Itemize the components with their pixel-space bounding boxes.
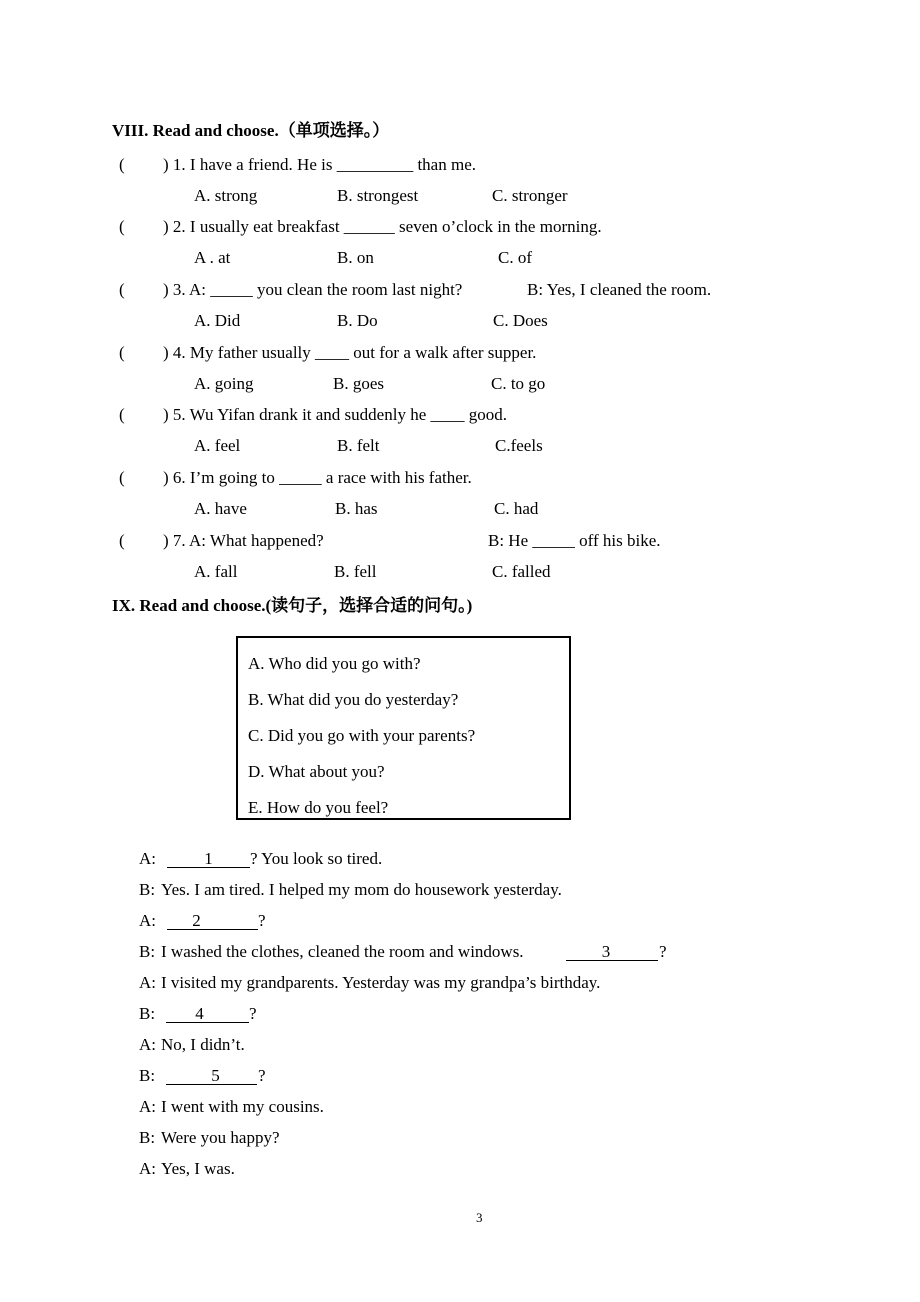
dialogue-1-blank: 1: [167, 850, 250, 868]
q1-stem: ) 1. I have a friend. He is _________ than me.: [163, 155, 476, 174]
dialogue-6-blank: 4: [166, 1005, 249, 1023]
q1-option-c: C. stronger: [492, 186, 568, 205]
dialogue-9-text: I went with my cousins.: [161, 1097, 324, 1116]
q7-option-b: B. fell: [334, 562, 377, 581]
dialogue-2-speaker: B:: [139, 880, 156, 899]
q5-option-b: B. felt: [337, 436, 380, 455]
dialogue-1-speaker: A:: [139, 849, 156, 868]
q6-paren: (: [119, 468, 125, 487]
q5-option-a: A. feel: [194, 436, 241, 455]
dialogue-4-pre: I washed the clothes, cleaned the room and windows.: [161, 942, 524, 961]
q7-stem-b: B: He _____ off his bike.: [488, 531, 661, 550]
dialogue-4-post: ?: [659, 942, 667, 961]
q6-stem: ) 6. I’m going to _____ a race with his father.: [163, 468, 472, 487]
q3-option-b: B. Do: [337, 311, 378, 330]
q6-option-b: B. has: [335, 499, 378, 518]
q4-stem: ) 4. My father usually ____ out for a walk after supper.: [163, 343, 537, 362]
dialogue-11-text: Yes, I was.: [161, 1159, 235, 1178]
dialogue-8-speaker: B:: [139, 1066, 156, 1085]
dialogue-5-speaker: A:: [139, 973, 156, 992]
dialogue-6-speaker: B:: [139, 1004, 156, 1023]
q3-stem: ) 3. A: _____ you clean the room last night?: [163, 280, 463, 299]
q2-paren: (: [119, 217, 125, 236]
dialogue-1-post: ? You look so tired.: [250, 849, 383, 868]
page-number: 3: [476, 1210, 483, 1225]
box-option-e: E. How do you feel?: [248, 798, 389, 817]
q2-option-c: C. of: [498, 248, 532, 267]
q7-paren: (: [119, 531, 125, 550]
dialogue-3-speaker: A:: [139, 911, 156, 930]
dialogue-11-speaker: A:: [139, 1159, 156, 1178]
q5-paren: (: [119, 405, 125, 424]
q7-stem: ) 7. A: What happened?: [163, 531, 324, 550]
box-option-b: B. What did you do yesterday?: [248, 690, 459, 709]
q7-option-c: C. falled: [492, 562, 551, 581]
q3-paren: (: [119, 280, 125, 299]
q1-option-b: B. strongest: [337, 186, 419, 205]
q2-option-b: B. on: [337, 248, 374, 267]
q4-paren: (: [119, 343, 125, 362]
dialogue-10-text: Were you happy?: [161, 1128, 280, 1147]
box-option-a: A. Who did you go with?: [248, 654, 421, 673]
q3-stem-b: B: Yes, I cleaned the room.: [527, 280, 712, 299]
q1-paren: (: [119, 155, 125, 174]
q5-stem: ) 5. Wu Yifan drank it and suddenly he ____ good.: [163, 405, 507, 424]
q4-option-c: C. to go: [491, 374, 546, 393]
dialogue-10-speaker: B:: [139, 1128, 156, 1147]
q3-option-a: A. Did: [194, 311, 241, 330]
q3-option-c: C. Does: [493, 311, 548, 330]
dialogue-7-speaker: A:: [139, 1035, 156, 1054]
q4-option-a: A. going: [194, 374, 254, 393]
dialogue-3-blank: 2: [167, 912, 258, 930]
section-9-heading: IX. Read and choose.(读句子，选择合适的问句。): [112, 596, 473, 615]
box-option-c: C. Did you go with your parents?: [248, 726, 476, 745]
q4-option-b: B. goes: [333, 374, 384, 393]
section-8-heading: VIII. Read and choose.（单项选择。）: [112, 121, 390, 140]
q5-option-c: C.feels: [495, 436, 543, 455]
dialogue-4-speaker: B:: [139, 942, 156, 961]
dialogue-8-post: ?: [258, 1066, 266, 1085]
box-option-d: D. What about you?: [248, 762, 385, 781]
dialogue-2-text: Yes. I am tired. I helped my mom do housework yesterday.: [161, 880, 562, 899]
dialogue-9-speaker: A:: [139, 1097, 156, 1116]
dialogue-6-post: ?: [249, 1004, 257, 1023]
dialogue-7-text: No, I didn’t.: [161, 1035, 245, 1054]
dialogue-3-post: ?: [258, 911, 266, 930]
q2-option-a: A . at: [194, 248, 231, 267]
dialogue-4-blank: 3: [566, 943, 658, 961]
q7-option-a: A. fall: [194, 562, 238, 581]
dialogue-5-text: I visited my grandparents. Yesterday was my grandpa’s birthday.: [161, 973, 601, 992]
dialogue-8-blank: 5: [166, 1067, 257, 1085]
q2-stem: ) 2. I usually eat breakfast ______ seven o’clock in the morning.: [163, 217, 602, 236]
q1-option-a: A. strong: [194, 186, 258, 205]
q6-option-a: A. have: [194, 499, 247, 518]
q6-option-c: C. had: [494, 499, 539, 518]
